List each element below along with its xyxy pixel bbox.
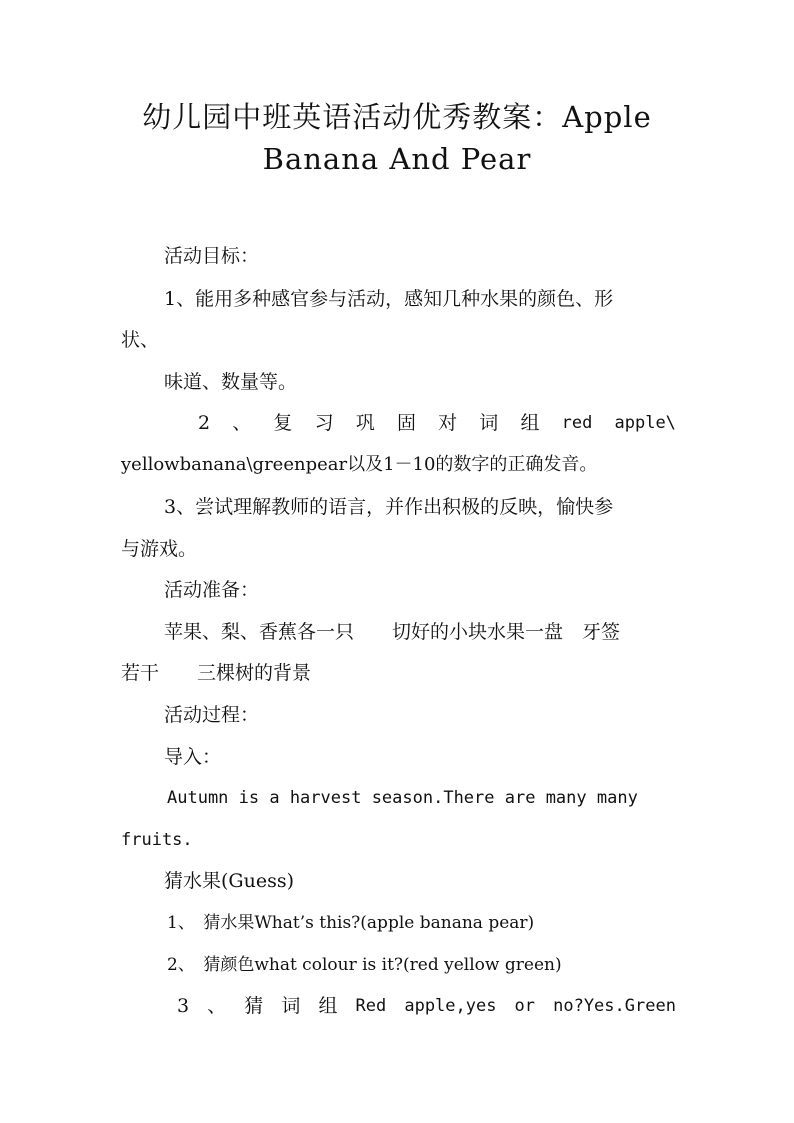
goals-heading: 活动目标： <box>164 245 260 267</box>
intro-line-2: fruits. <box>121 830 193 850</box>
preparation-line-1: 苹果、梨、香蕉各一只 切好的小块水果一盘 牙签 <box>164 621 621 643</box>
guess-3-word: or <box>514 996 536 1016</box>
intro-line-1: Autumn is a harvest season.There are many many <box>167 788 638 808</box>
goal-1-line-3: 味道、数量等。 <box>164 371 298 393</box>
guess-item-2: 2、 猜颜色what colour is it?(red yellow green) <box>167 955 562 975</box>
goal-2-word: 固 <box>396 412 416 434</box>
goal-2-line-2: yellowbanana\greenpear以及1－10的数字的正确发音。 <box>121 454 598 475</box>
guess-3-word: no?Yes.Green <box>553 996 676 1016</box>
guess-item-1: 1、 猜水果What’s this?(apple banana pear) <box>167 913 535 933</box>
guess-item-3 <box>177 993 676 1019</box>
goal-2-word: 组 <box>520 412 540 434</box>
goal-2-word: 复 <box>273 412 293 434</box>
goal-2-word: 巩 <box>355 412 375 434</box>
document-title-line-2: Banana And Pear <box>262 142 532 176</box>
goal-2-word: 、 <box>232 412 252 434</box>
goal-1-line-2: 状、 <box>121 329 160 351</box>
guess-heading: 猜水果(Guess) <box>164 870 294 892</box>
guess-3-word: apple,yes <box>404 996 497 1016</box>
goal-2-word: apple\ <box>614 413 676 433</box>
preparation-line-2: 若干 三棵树的背景 <box>121 662 312 684</box>
process-heading: 活动过程： <box>164 704 260 726</box>
goal-3-line-2: 与游戏。 <box>121 538 198 560</box>
goal-2-word: 2 <box>198 412 211 434</box>
goal-2-word: 词 <box>479 412 499 434</box>
guess-3-word: Red <box>355 996 387 1016</box>
guess-3-word: 组 <box>318 995 338 1017</box>
intro-heading: 导入： <box>164 746 222 768</box>
goal-2-word: 对 <box>438 412 458 434</box>
guess-3-word: 、 <box>207 995 227 1017</box>
document-title-line-1: 幼儿园中班英语活动优秀教案：Apple <box>142 100 652 134</box>
goal-1-line-1: 1、能用多种感官参与活动，感知几种水果的颜色、形 <box>164 288 614 310</box>
goal-3-line-1: 3、尝试理解教师的语言，并作出积极的反映，愉快参 <box>164 496 614 518</box>
guess-3-word: 猜 <box>244 995 264 1017</box>
goal-2-word: 习 <box>314 412 334 434</box>
guess-3-word: 3 <box>177 995 190 1017</box>
goal-2-line-1 <box>198 410 676 436</box>
goal-2-word: red <box>561 413 593 433</box>
guess-3-word: 词 <box>281 995 301 1017</box>
preparation-heading: 活动准备： <box>164 579 260 601</box>
